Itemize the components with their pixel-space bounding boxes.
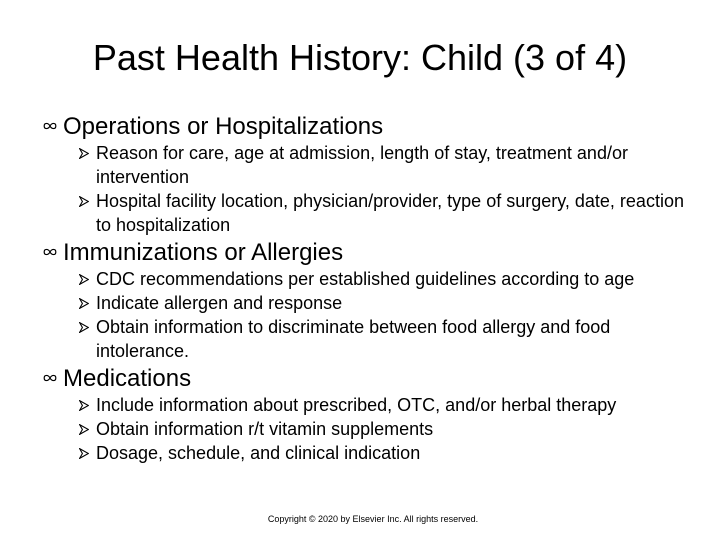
- section-medications: [0, 364, 720, 465]
- sub-list-immunizations: [0, 267, 720, 363]
- arrowhead-bullet-icon: [79, 400, 89, 411]
- section-heading-medications: Medications: [63, 365, 192, 392]
- infinity-bullet-icon: [43, 247, 57, 257]
- infinity-bullet-icon: [43, 121, 57, 131]
- list-item: [96, 291, 692, 315]
- list-item: [96, 189, 692, 237]
- sub-list-medications: [0, 393, 720, 465]
- slide-content: [0, 112, 720, 465]
- arrowhead-bullet-icon: [79, 298, 89, 309]
- sub-list-operations: [0, 141, 720, 237]
- copyright-footer: Copyright © 2020 by Elsevier Inc. All rights reserved.: [267, 514, 479, 524]
- arrowhead-bullet-icon: [79, 424, 89, 435]
- list-item-text: Obtain information to discriminate between food allergy and food intolerance.: [96, 317, 611, 361]
- section-heading-operations: Operations or Hospitalizations: [63, 113, 384, 140]
- arrowhead-bullet-icon: [79, 322, 89, 333]
- list-item: [96, 267, 692, 291]
- list-item-text: Reason for care, age at admission, length of stay, treatment and/or intervention: [96, 143, 628, 187]
- arrowhead-bullet-icon: [79, 448, 89, 459]
- list-item-text: Dosage, schedule, and clinical indication: [96, 443, 421, 463]
- list-item-text: Include information about prescribed, OTC, and/or herbal therapy: [96, 395, 617, 415]
- list-item: [96, 417, 692, 441]
- arrowhead-bullet-icon: [79, 274, 89, 285]
- infinity-bullet-icon: [43, 373, 57, 383]
- list-item: [96, 315, 692, 363]
- arrowhead-bullet-icon: [79, 148, 89, 159]
- list-item: [96, 393, 692, 417]
- list-item: [96, 141, 692, 189]
- section-immunizations: [0, 238, 720, 363]
- list-item-text: CDC recommendations per established guidelines according to age: [96, 269, 635, 289]
- list-item-text: Indicate allergen and response: [96, 293, 343, 313]
- list-item-text: Hospital facility location, physician/provider, type of surgery, date, reaction to hospitalization: [96, 191, 684, 235]
- list-item-text: Obtain information r/t vitamin supplements: [96, 419, 434, 439]
- list-item: [96, 441, 692, 465]
- arrowhead-bullet-icon: [79, 196, 89, 207]
- section-operations: [0, 112, 720, 237]
- slide-title: Past Health History: Child (3 of 4): [92, 37, 628, 78]
- section-heading-immunizations: Immunizations or Allergies: [63, 239, 344, 266]
